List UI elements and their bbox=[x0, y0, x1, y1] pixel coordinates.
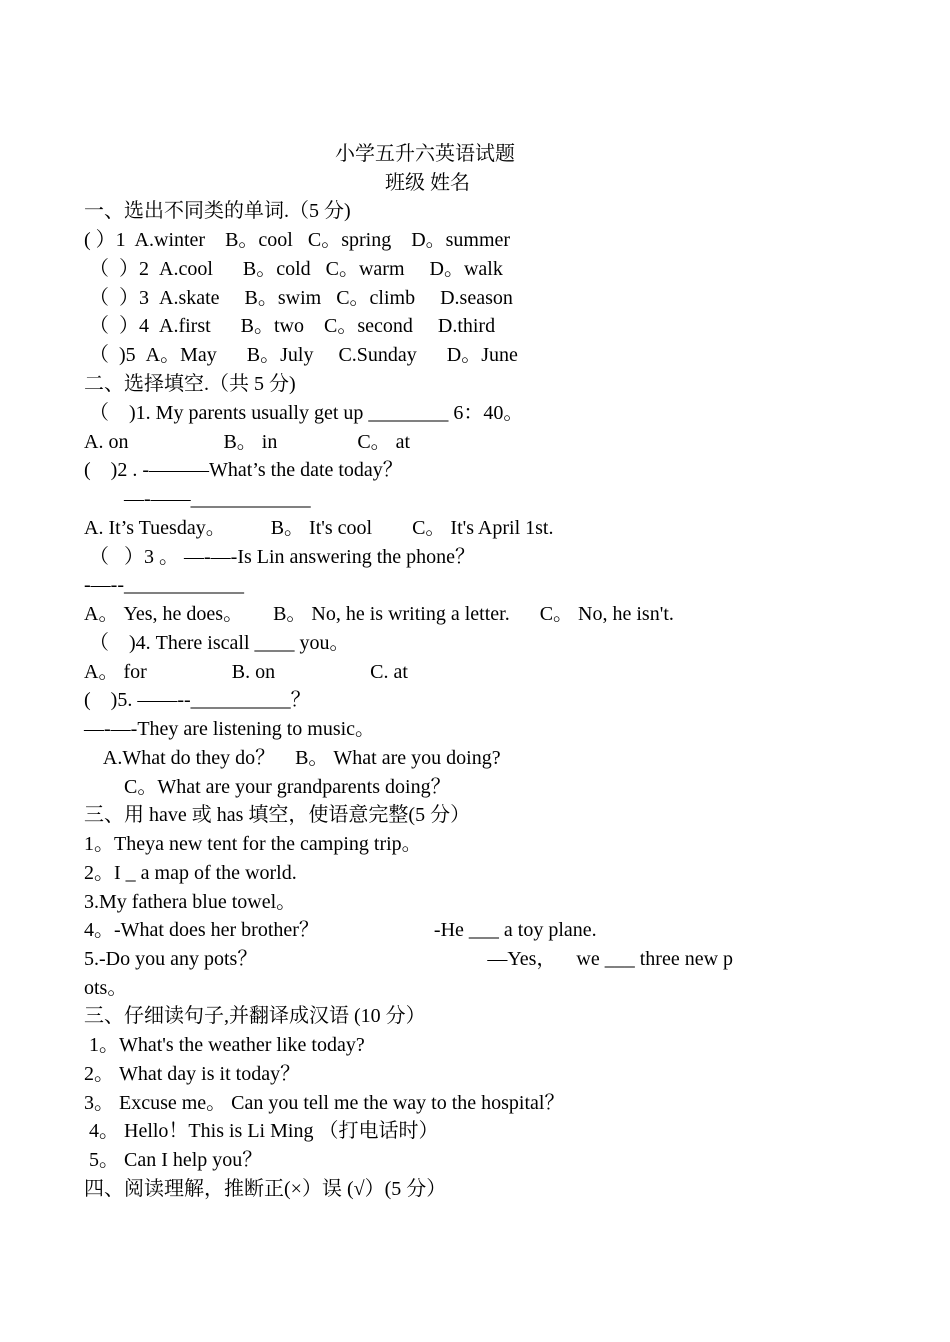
question-line: 4。 Hello！This is Li Ming （打电话时） bbox=[84, 1120, 439, 1142]
section-5-heading: 四、阅读理解，推断正(×）误 (√）(5 分） bbox=[84, 1178, 447, 1200]
question-line: A. It’s Tuesday。 B。 It's cool C。 It's April 1st. bbox=[84, 517, 554, 539]
question-line: A。 Yes, he does。 B。 No, he is writing a letter. C。 No, he isn't. bbox=[84, 603, 674, 625]
question-line: 2。 What day is it today？ bbox=[84, 1063, 301, 1085]
question-line: ( )2 . -———What’s the date today？ bbox=[84, 459, 403, 481]
section-3-heading: 三、用 have 或 has 填空，使语意完整(5 分） bbox=[84, 804, 471, 826]
question-item: （ )5 A。May B。July C.Sunday D。June bbox=[84, 344, 518, 366]
question-line: —-—-They are listening to music。 bbox=[84, 718, 376, 740]
question-line: C。What are your grandparents doing？ bbox=[84, 776, 451, 798]
question-line: （ ）3 。 —-—-Is Lin answering the phone？ bbox=[84, 546, 476, 568]
question-line: A. on B。 in C。 at bbox=[84, 431, 411, 453]
section-2-heading: 二、选择填空.（共 5 分) bbox=[84, 373, 296, 395]
question-line: ( )5. ——--__________？ bbox=[84, 689, 311, 711]
question-line: 4。-What does her brother？ -He ___ a toy plane. bbox=[84, 919, 597, 941]
question-line: —-——____________ bbox=[84, 488, 311, 510]
question-item: ( ）1 A.winter B。cool C。spring D。summer bbox=[84, 229, 511, 251]
class-name-line: 班级 姓名 bbox=[385, 172, 470, 194]
question-line: 5。 Can I help you？ bbox=[84, 1149, 263, 1171]
question-line: 1。What's the weather like today? bbox=[84, 1034, 365, 1056]
question-line: A.What do they do？ B。 What are you doing? bbox=[84, 747, 501, 769]
question-item: （ ）2 A.cool B。cold C。warm D。walk bbox=[84, 258, 503, 280]
question-line: 1。Theya new tent for the camping trip。 bbox=[84, 833, 422, 855]
question-line: （ )4. There iscall ____ you。 bbox=[84, 632, 350, 654]
exam-title: 小学五升六英语试题 bbox=[335, 143, 515, 165]
question-item: （ ）3 A.skate B。swim C。climb D.season bbox=[84, 287, 513, 309]
question-line: A。 for B. on C. at bbox=[84, 661, 408, 683]
section-4-heading: 三、仔细读句子,并翻译成汉语 (10 分） bbox=[84, 1005, 426, 1027]
section-1-heading: 一、选出不同类的单词.（5 分) bbox=[84, 200, 351, 222]
question-line: ots。 bbox=[84, 977, 128, 999]
question-line: 3.My fathera blue towel。 bbox=[84, 891, 297, 913]
question-line: -—--____________ bbox=[84, 574, 244, 596]
question-line: （ )1. My parents usually get up ________ 6：40。 bbox=[84, 402, 524, 424]
question-line: 3。 Excuse me。 Can you tell me the way to the hospital？ bbox=[84, 1092, 565, 1114]
question-line: 2。I _ a map of the world. bbox=[84, 862, 297, 884]
question-item: （ ）4 A.first B。two C。second D.third bbox=[84, 315, 496, 337]
question-line: 5.-Do you any pots？ —Yes， we ___ three new p bbox=[84, 948, 734, 970]
